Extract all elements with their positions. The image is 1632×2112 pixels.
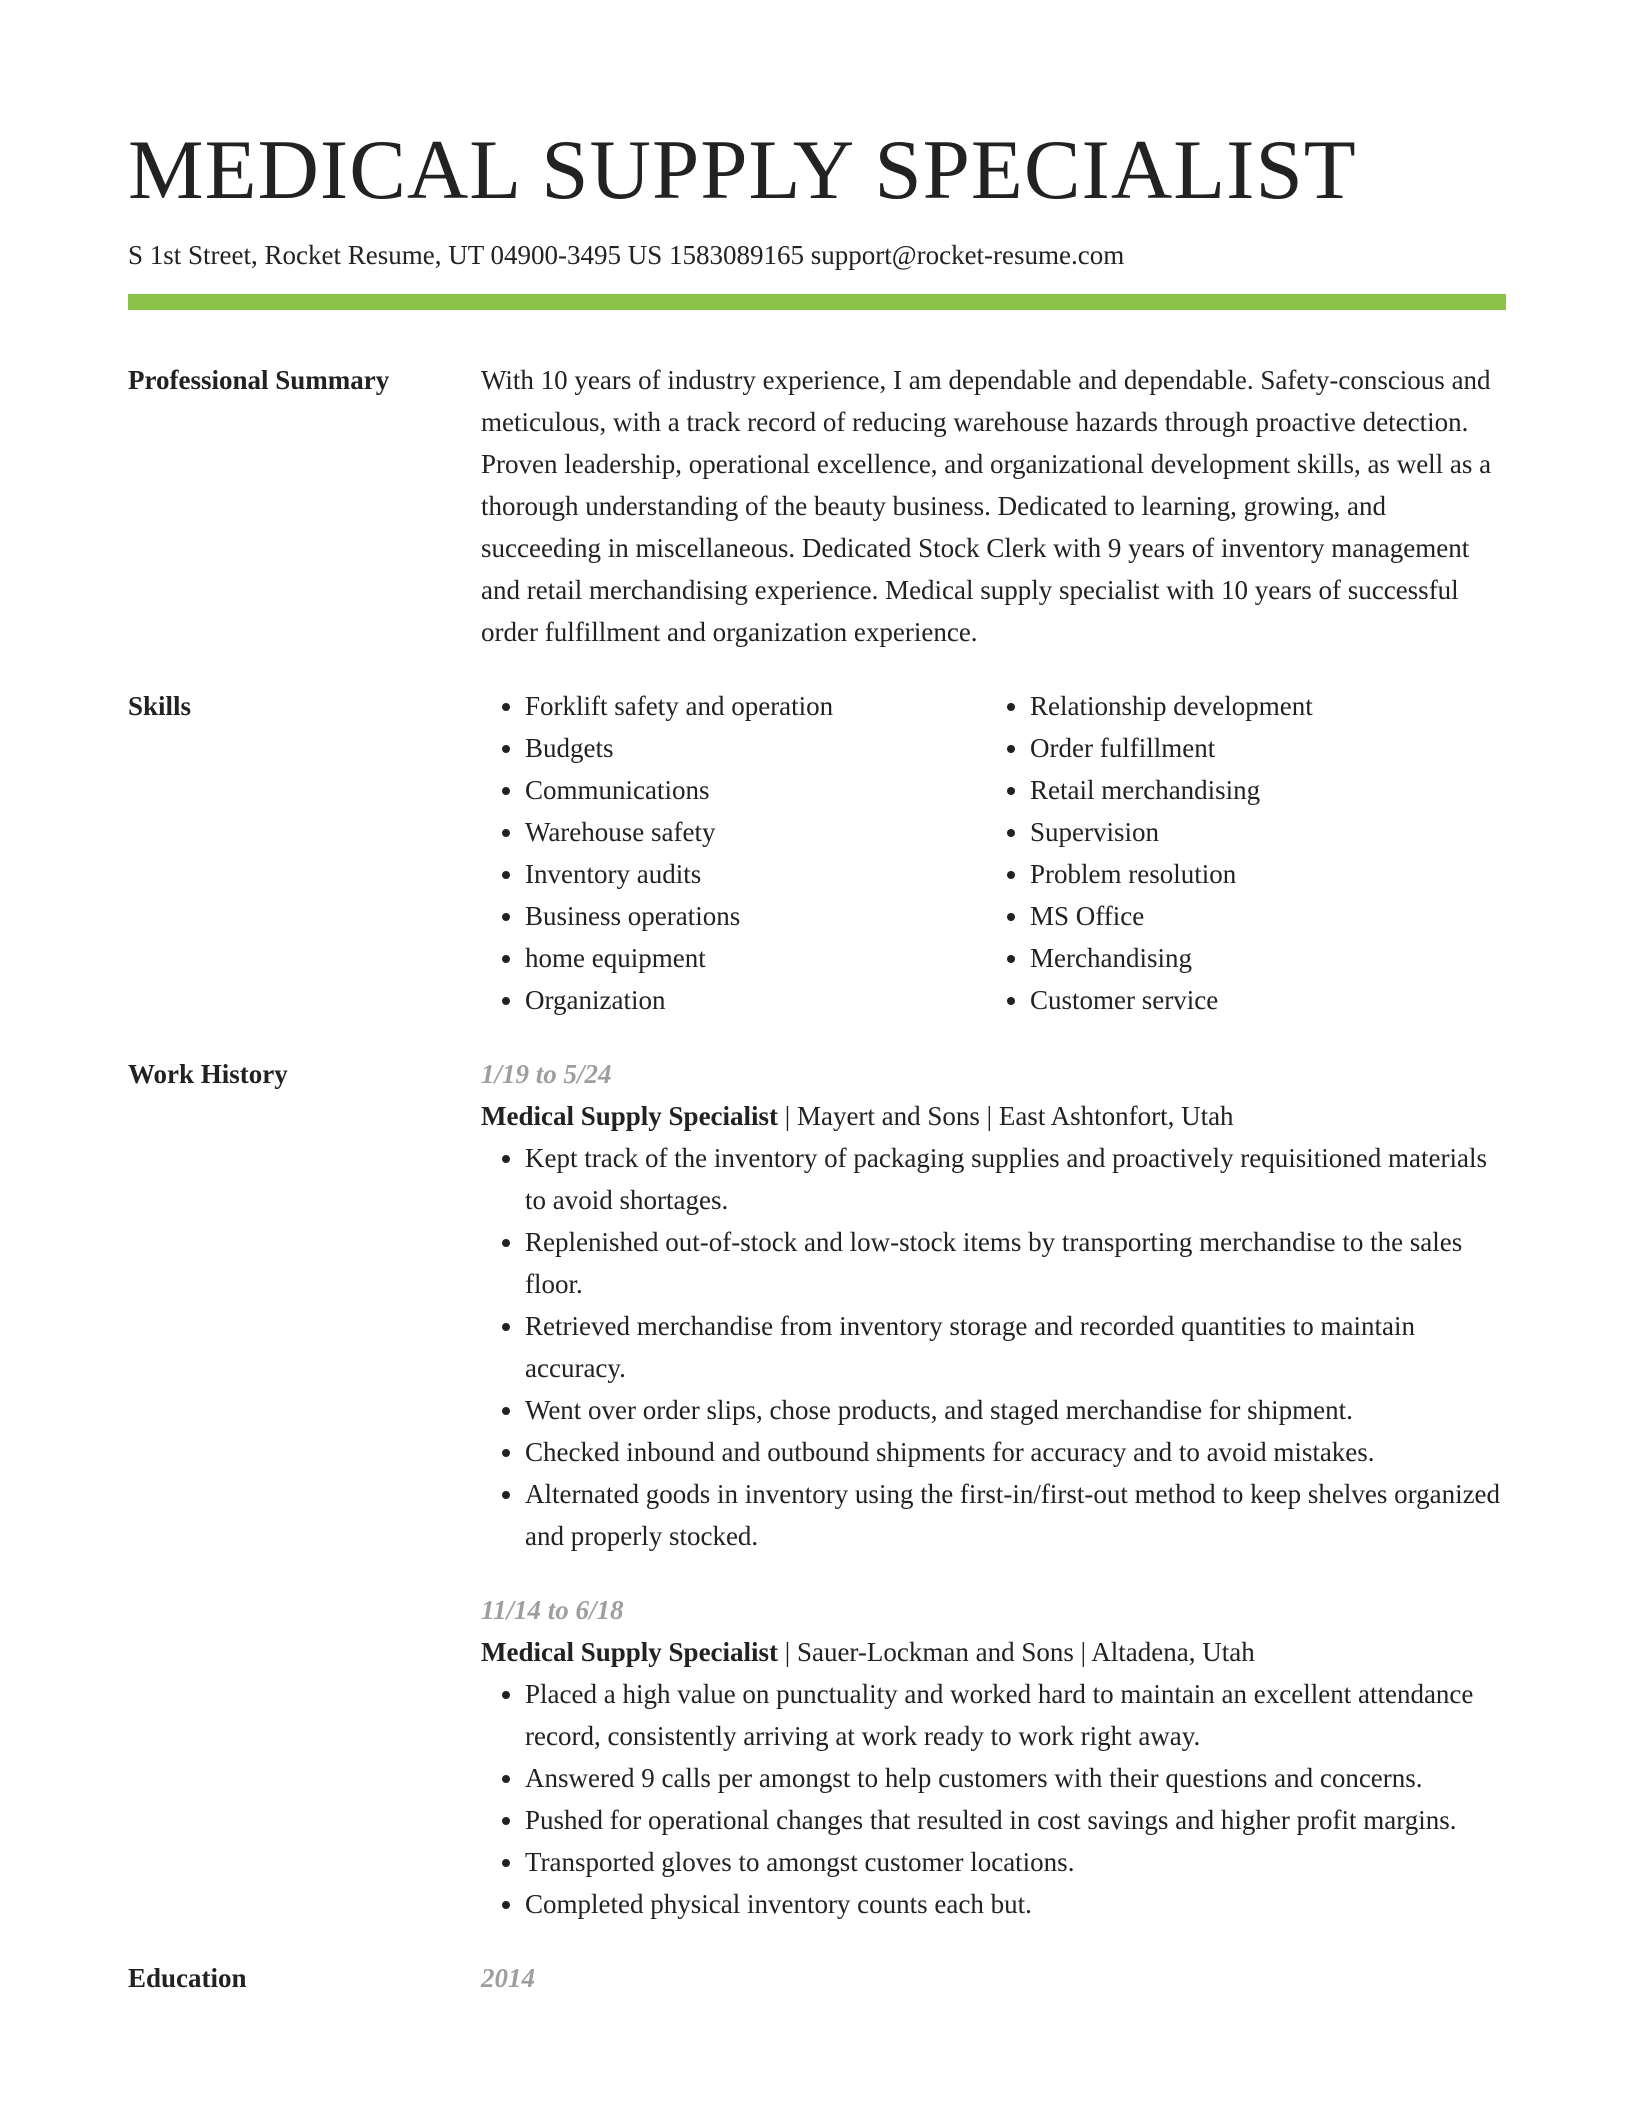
skill-item: • home equipment [525,937,986,979]
job-employer-location: | Sauer-Lockman and Sons | Altadena, Utah [778,1637,1255,1667]
job-heading [481,1631,1506,1673]
job-duty: • Checked inbound and outbound shipments for accuracy and to avoid mistakes. [525,1431,1506,1473]
skills-body [481,685,1506,1021]
job-title: Medical Supply Specialist [481,1637,779,1667]
skill-item: • Organization [525,979,986,1021]
skill-item: • Retail merchandising [1030,769,1491,811]
contact-line: S 1st Street, Rocket Resume, UT 04900-3495 US 1583089165 support@rocket-resume.com [128,240,1125,270]
section-label-skills: Skills [128,691,192,721]
job-entry [481,1053,1506,1557]
skill-item: • Order fulfillment [1030,727,1491,769]
resume-name: MEDICAL SUPPLY SPECIALIST [128,123,1357,217]
skill-item: • Forklift safety and operation [525,685,986,727]
skill-item: • Budgets [525,727,986,769]
skill-item: • Warehouse safety [525,811,986,853]
skills-section [128,685,1506,1021]
job-heading [481,1095,1506,1137]
skill-item: • Inventory audits [525,853,986,895]
work-history-body [481,1053,1506,1925]
job-duty: • Retrieved merchandise from inventory storage and recorded quantities to maintain accuracy. [525,1305,1506,1389]
job-duty: • Went over order slips, chose products, and staged merchandise for shipment. [525,1389,1506,1431]
skill-item: • Problem resolution [1030,853,1491,895]
job-duty: • Pushed for operational changes that resulted in cost savings and higher profit margins. [525,1799,1506,1841]
job-duties-list [481,1673,1506,1925]
education-section [128,1957,1506,1999]
education-body [481,1957,1506,1999]
job-employer-location: | Mayert and Sons | East Ashtonfort, Utah [778,1101,1234,1131]
job-duty: • Placed a high value on punctuality and worked hard to maintain an excellent attendance record, consistently arriving at work ready to work right away. [525,1673,1506,1757]
summary-section [128,359,1506,653]
job-title: Medical Supply Specialist [481,1101,779,1131]
skill-item: • Supervision [1030,811,1491,853]
header-divider [128,294,1506,310]
job-date: 11/14 to 6/18 [481,1595,624,1625]
summary-text: With 10 years of industry experience, I am dependable and dependable. Safety-conscious and meticulous, with a track record of reducing warehouse hazards through proactive detection. Proven leadership, operational excellence, and organizational development skills, as well as a thorough understanding of the beauty business. Dedicated to learning, growing, and succeeding in miscellaneous. Dedicated Stock Clerk with 9 years of inventory management and retail merchandising experience. Medical supply specialist with 10 years of successful order fulfillment and organization experience. [481,365,1492,647]
job-duty: • Transported gloves to amongst customer locations. [525,1841,1506,1883]
job-duty: • Alternated goods in inventory using the first-in/first-out method to keep shelves organized and properly stocked. [525,1473,1506,1557]
skill-item: • Communications [525,769,986,811]
skill-item: • Relationship development [1030,685,1491,727]
job-duty: • Completed physical inventory counts each but. [525,1883,1506,1925]
skill-item: • Customer service [1030,979,1491,1021]
education-date: 2014 [481,1963,535,1993]
skill-item: • Business operations [525,895,986,937]
work-history-section [128,1053,1506,1925]
job-duties-list [481,1137,1506,1557]
resume-page [128,120,1506,1999]
job-entry [481,1589,1506,1925]
job-duty: • Answered 9 calls per amongst to help customers with their questions and concerns. [525,1757,1506,1799]
section-label-work-history: Work History [128,1059,288,1089]
section-label-education: Education [128,1963,247,1993]
skills-column-right [986,685,1491,1021]
skill-item: • MS Office [1030,895,1491,937]
job-duty: • Kept track of the inventory of packaging supplies and proactively requisitioned materials to avoid shortages. [525,1137,1506,1221]
section-label-summary: Professional Summary [128,365,390,395]
job-duty: • Replenished out-of-stock and low-stock items by transporting merchandise to the sales floor. [525,1221,1506,1305]
job-date: 1/19 to 5/24 [481,1059,612,1089]
skill-item: • Merchandising [1030,937,1491,979]
skills-column-left [481,685,986,1021]
